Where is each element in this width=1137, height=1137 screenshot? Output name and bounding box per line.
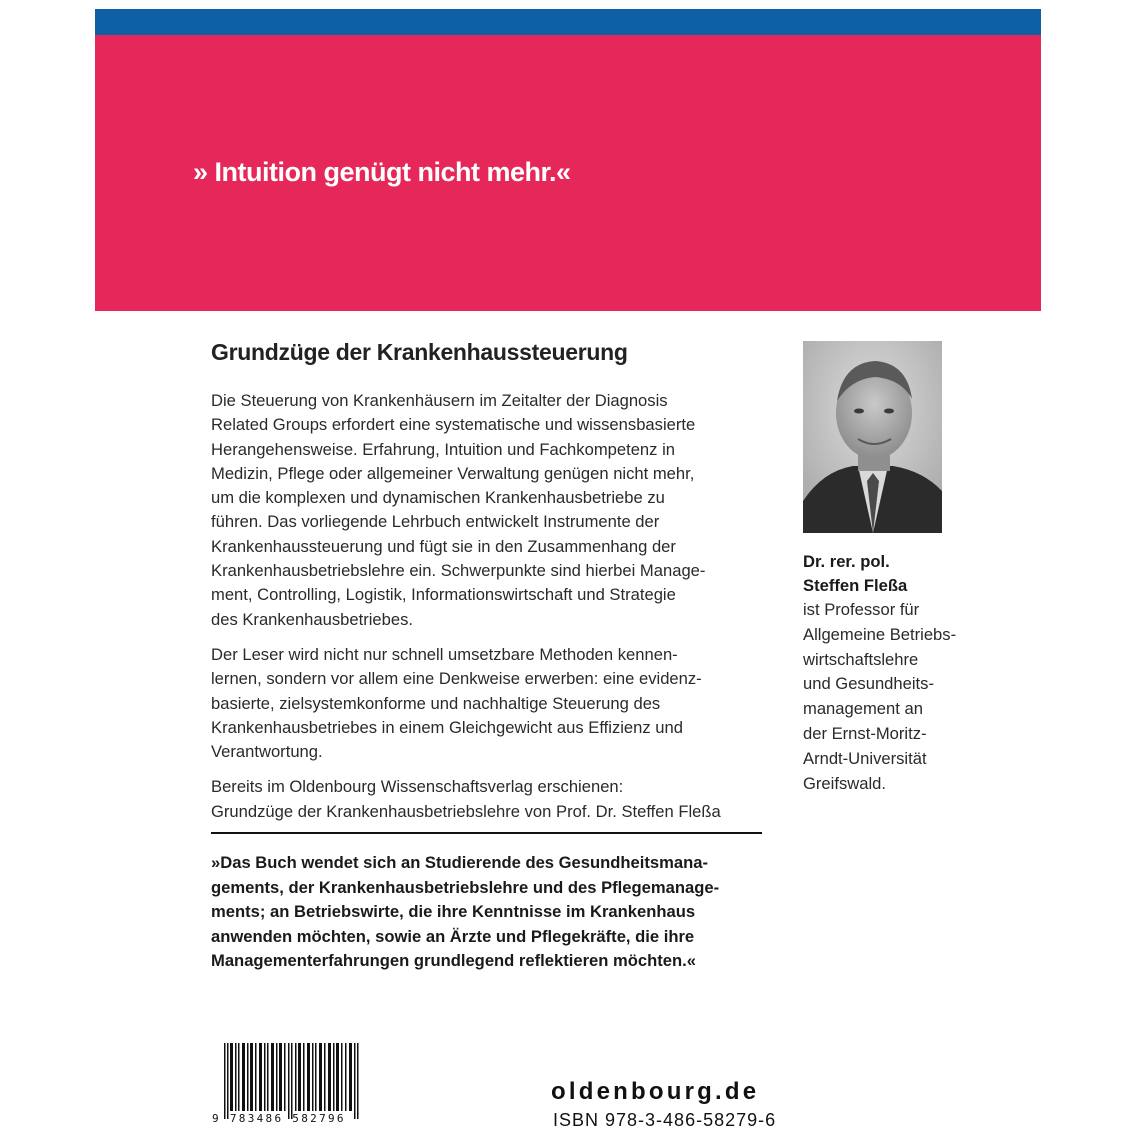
text-line: lernen, sondern vor allem eine Denkweise erwerben: eine evidenz-	[211, 669, 702, 689]
description-paragraph-3	[211, 775, 771, 824]
text-line: Grundzüge der Krankenhausbetriebslehre von Prof. Dr. Steffen Fleßa	[211, 801, 721, 821]
author-name-line: Dr. rer. pol.	[803, 552, 890, 571]
book-title: Grundzüge der Krankenhaussteuerung	[211, 339, 628, 365]
isbn-number: ISBN 978-3-486-58279-6	[553, 1110, 777, 1130]
quote-line: »Das Buch wendet sich an Studierende des Gesundheitsmana-	[211, 853, 709, 872]
text-line: ment, Controlling, Logistik, Informationswirtschaft und Strategie	[211, 585, 676, 605]
author-portrait-icon	[803, 341, 942, 533]
author-photo	[803, 341, 942, 533]
bio-line: ist Professor für	[803, 600, 920, 619]
description-paragraph-1	[211, 389, 771, 632]
publisher-url: oldenbourg.de	[551, 1078, 760, 1105]
header-blue-bar	[95, 9, 1041, 35]
text-line: Krankenhausbetriebslehre ein. Schwerpunkte sind hierbei Manage-	[211, 561, 706, 581]
text-line: um die komplexen und dynamischen Krankenhausbetriebe zu	[211, 488, 665, 508]
text-line: Bereits im Oldenbourg Wissenschaftsverlag erschienen:	[211, 777, 624, 797]
text-line: basierte, zielsystemkonforme und nachhaltige Steuerung des	[211, 693, 661, 713]
bio-line: Allgemeine Betriebs-	[803, 624, 957, 644]
text-line: Krankenhaussteuerung und fügt sie in den Zusammenhang der	[211, 536, 676, 556]
quote-line: gements, der Krankenhausbetriebslehre und des Pflegemanage-	[211, 877, 720, 897]
review-quote	[211, 851, 771, 974]
text-line: Herangehensweise. Erfahrung, Intuition und Fachkompetenz in	[211, 439, 675, 459]
quote-line: anwenden möchten, sowie an Ärzte und Pflegekräfte, die ihre	[211, 926, 695, 946]
quote-line: ments; an Betriebswirte, die ihre Kenntnisse im Krankenhaus	[211, 902, 696, 921]
text-line: Krankenhausbetriebes in einem Gleichgewicht aus Effizienz und	[211, 717, 683, 737]
barcode-icon	[224, 1043, 360, 1119]
text-line: Related Groups erfordert eine systematische und wissensbasierte	[211, 415, 696, 435]
quote-line: Managementerfahrungen grundlegend reflektieren möchten.«	[211, 951, 696, 970]
text-line: Die Steuerung von Krankenhäusern im Zeitalter der Diagnosis	[211, 391, 668, 410]
author-name-line: Steffen Fleßa	[803, 576, 908, 596]
bio-line: Arndt-Universität	[803, 748, 927, 768]
author-bio	[803, 598, 956, 796]
text-line: des Krankenhausbetriebes.	[211, 609, 414, 629]
bio-line: wirtschaftslehre	[803, 649, 919, 669]
cover-tagline: » Intuition genügt nicht mehr.«	[193, 157, 571, 187]
author-name	[803, 550, 907, 599]
text-line: führen. Das vorliegende Lehrbuch entwickelt Instrumente der	[211, 512, 660, 532]
text-line: Verantwortung.	[211, 742, 323, 762]
text-line: Medizin, Pflege oder allgemeiner Verwaltung genügen nicht mehr,	[211, 463, 695, 483]
bio-line: Greifswald.	[803, 773, 886, 793]
bio-line: management an	[803, 699, 923, 719]
barcode-number: 9 783486 582796	[212, 1112, 346, 1125]
description-paragraph-2	[211, 643, 771, 764]
section-divider	[211, 832, 762, 834]
bio-line: und Gesundheits-	[803, 674, 934, 694]
bio-line: der Ernst-Moritz-	[803, 723, 927, 743]
text-line: Der Leser wird nicht nur schnell umsetzbare Methoden kennen-	[211, 644, 678, 664]
description-text	[211, 389, 771, 835]
